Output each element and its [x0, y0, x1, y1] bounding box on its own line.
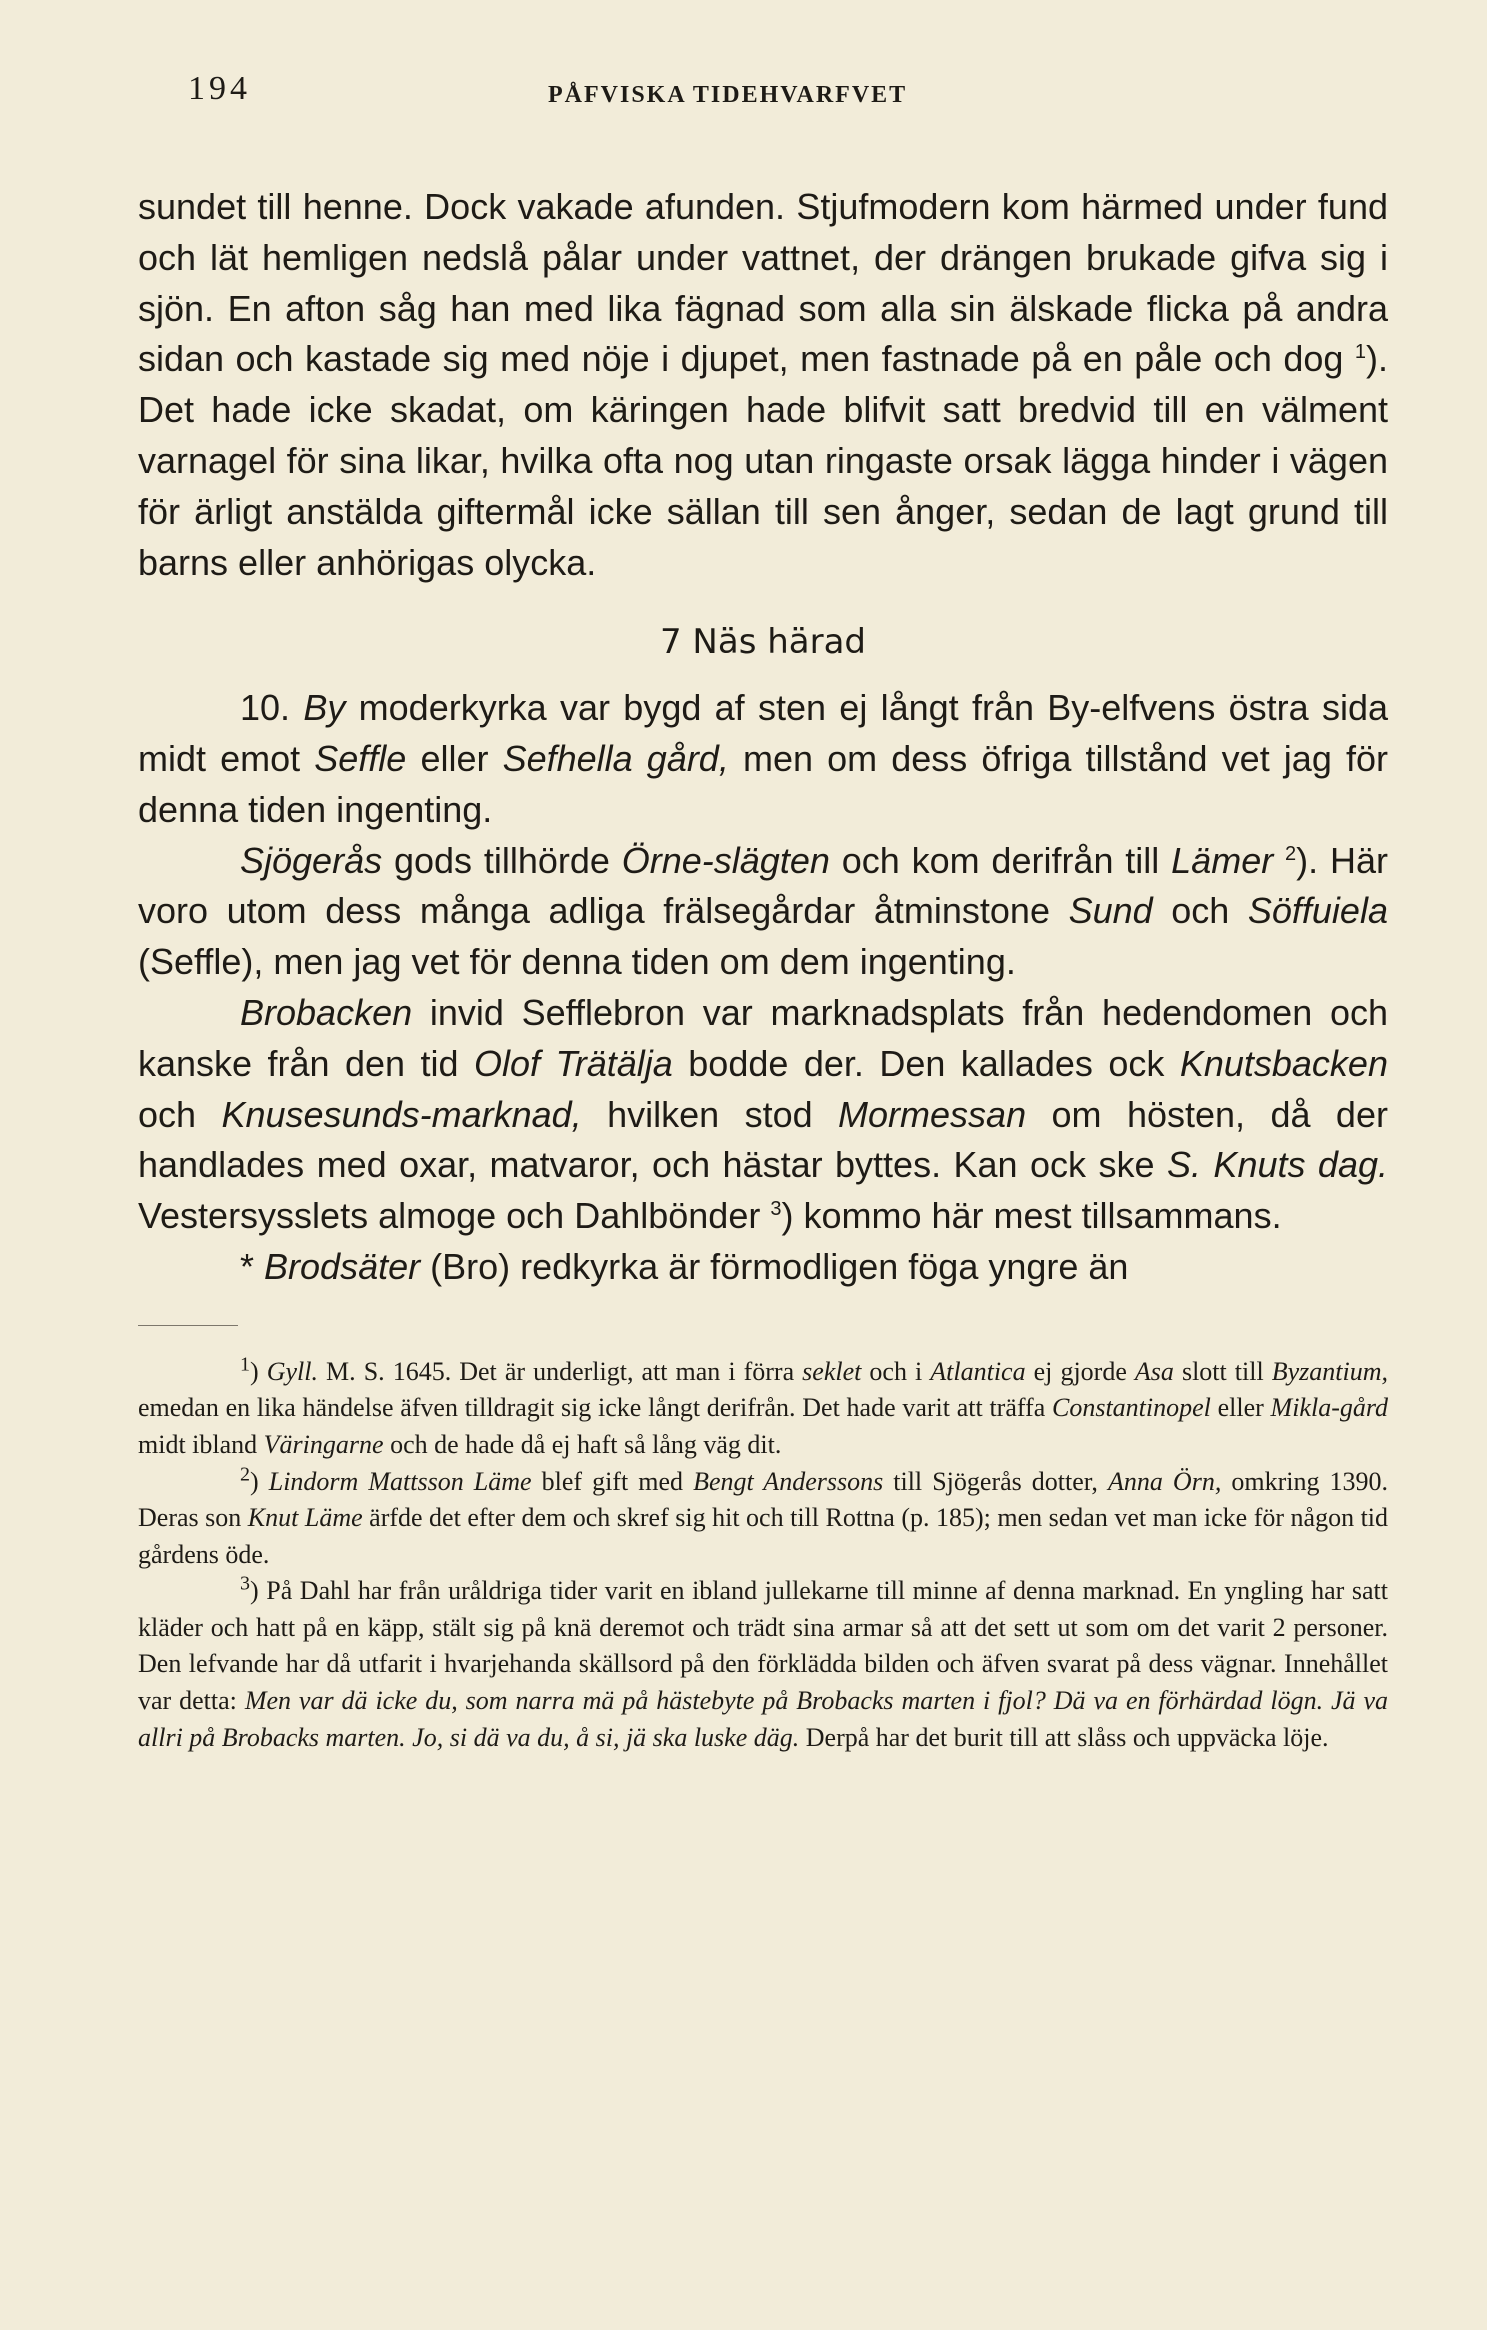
footnote-ref-2[interactable]: 2	[1285, 842, 1297, 865]
italic-span: Brodsäter	[264, 1245, 421, 1287]
asterisk-mark: *	[240, 1245, 255, 1287]
text-span: blef gift med	[541, 1466, 684, 1496]
italic-span: Sefhella gård,	[502, 737, 729, 779]
footnote-1	[138, 1354, 1388, 1464]
text-span: sundet till henne. Dock vakade afunden. Stjufmodern kom härmed under fund och lät hemligen nedslå pålar under vattnet, der drängen brukade gifva sig i sjön. En afton såg han med lika fägnad som alla sin älskade flicka på andra sidan och kastade sig med nöje i djupet, men fastnade på en påle och dog	[138, 186, 1388, 380]
footnote-ref-3[interactable]: 3	[770, 1198, 782, 1221]
italic-span: Sund	[1068, 890, 1153, 932]
text-span: ). Här voro utom dess många adliga frälsegårdar åtminstone	[138, 839, 1388, 932]
text-span: midt ibland	[138, 1429, 258, 1459]
text-span: slott till	[1181, 1356, 1264, 1386]
text-span: M. S. 1645. Det är underligt, att man i förra	[326, 1356, 795, 1386]
italic-span: Byzantium,	[1271, 1356, 1389, 1386]
text-span: hvilken stod	[607, 1093, 813, 1135]
paragraph-2	[138, 683, 1388, 835]
running-head	[138, 70, 1388, 120]
italic-span: Constantinopel	[1051, 1393, 1211, 1423]
text-span: omkring 1390. Deras son	[138, 1466, 1389, 1533]
footnote-number: 1	[240, 1353, 250, 1376]
main-text	[138, 182, 1388, 1293]
text-span: till Sjögerås dotter,	[893, 1466, 1098, 1496]
italic-span: Gyll.	[266, 1356, 318, 1386]
text-span: Vestersysslets almoge och Dahlbönder	[138, 1195, 761, 1237]
italic-span: Bengt Anderssons	[693, 1466, 884, 1496]
italic-span: Brobacken	[240, 991, 413, 1033]
text-span: gods tillhörde	[393, 839, 610, 881]
italic-span: S. Knuts dag.	[1166, 1144, 1388, 1186]
italic-span: Knusesunds-marknad,	[221, 1093, 582, 1135]
text-span: och de hade då ej haft så lång väg dit.	[390, 1429, 782, 1459]
italic-span: Anna Örn,	[1107, 1466, 1222, 1496]
text-span: ). Det hade icke skadat, om käringen hade blifvit satt bredvid till en välment varnagel för sina likar, hvilka ofta nog utan ringaste orsak lägga hinder i vägen för ärligt anstälda giftermål icke sällan till sen ånger, sedan de lagt grund till barns eller anhörigas olycka.	[138, 338, 1388, 583]
text-span: om hösten, då der handlades med oxar, matvaror, och hästar byttes. Kan ock ske	[138, 1093, 1388, 1186]
footnote-divider	[138, 1325, 238, 1326]
italic-span: Seffle	[314, 737, 407, 779]
text-span: )	[250, 1356, 259, 1386]
text-span: (Bro) redkyrka är förmodligen föga yngre än	[430, 1245, 1129, 1287]
footnotes	[138, 1354, 1388, 1757]
text-span: )	[250, 1466, 259, 1496]
text-span: och i	[869, 1356, 923, 1386]
italic-span: Men var dä icke du, som narra mä på hästebyte på Brobacks marten i fjol? Dä va en förhärdad lögn. Jä va allri på Brobacks marten. Jo, si dä va du, å si, jä ska luske däg.	[138, 1686, 1389, 1752]
italic-span: Knut Läme	[247, 1503, 363, 1533]
italic-span: Knutsbacken	[1179, 1042, 1388, 1084]
text-span: ) kommo här mest tillsammans.	[781, 1195, 1282, 1237]
paragraph-3	[138, 836, 1388, 988]
text-span: invid Sefflebron var marknadsplats från hedendomen och kanske från den tid	[138, 991, 1388, 1084]
text-span: och	[138, 1093, 197, 1135]
italic-span: Söffuiela	[1247, 890, 1388, 932]
italic-span: Väringarne	[263, 1429, 384, 1459]
text-span: moderkyrka var bygd af sten ej långt från By-elfvens östra sida midt emot	[138, 687, 1388, 779]
text-span: eller	[1217, 1393, 1264, 1423]
italic-span: Lämer	[1171, 839, 1274, 881]
footnote-number: 3	[240, 1572, 250, 1595]
book-page	[138, 70, 1388, 1756]
text-span: ej gjorde	[1033, 1356, 1127, 1386]
text-span: och	[1171, 890, 1230, 932]
running-title: PÅFVISKA TIDEHVARFVET	[548, 82, 908, 108]
footnote-3	[138, 1573, 1388, 1756]
text-span: Derpå har det burit till att slåss och uppväcka löje.	[805, 1722, 1329, 1752]
italic-span: Mormessan	[838, 1093, 1027, 1135]
section-heading: 7 Näs härad	[659, 622, 866, 663]
italic-span: Atlantica	[930, 1356, 1026, 1386]
text-span: ärfde det efter dem och skref sig hit och till Rottna (p. 185); men sedan vet man icke för någon tid gårdens öde.	[138, 1503, 1389, 1569]
italic-span: Örne-slägten	[621, 839, 830, 881]
page-number: 194	[188, 70, 251, 107]
paragraph-5	[138, 1242, 1388, 1293]
text-span: eller	[420, 737, 489, 779]
text-span: emedan en lika händelse äfven tilldragit sig icke långt derifrån. Det hade varit att träffa	[138, 1393, 1046, 1423]
paragraph-1	[138, 182, 1388, 588]
paragraph-4	[138, 988, 1388, 1242]
footnote-2	[138, 1464, 1388, 1574]
italic-span: Olof Trätälja	[473, 1042, 673, 1084]
footnote-number: 2	[240, 1462, 250, 1485]
italic-span: Sjögerås	[240, 839, 383, 881]
italic-span: seklet	[802, 1356, 862, 1386]
text-span: och kom derifrån till	[841, 839, 1160, 881]
text-span: 10.	[240, 687, 291, 729]
text-span: ) På Dahl har från uråldriga tider varit en ibland jullekarne till minne af denna marknad. En yngling har satt kläder och hatt på en käpp, stält sig på knä deremot och trädt sina armar så att det sett ut som om det varit 2 personer. Den lefvande har då utfarit i hvarjehanda skällsord på den förklädda bilden och äfven svarat på dess vägnar. Innehållet var detta:	[138, 1576, 1388, 1716]
text-span: bodde der. Den kallades ock	[688, 1042, 1165, 1084]
text-span: (Seffle), men jag vet för denna tiden om dem ingenting.	[138, 941, 1016, 983]
italic-span: By	[303, 687, 346, 729]
italic-span: Lindorm Mattsson Läme	[268, 1466, 532, 1496]
italic-span: Mikla-gård	[1270, 1393, 1389, 1423]
footnote-ref-1[interactable]: 1	[1354, 341, 1366, 364]
italic-span: Asa	[1134, 1356, 1174, 1386]
text-span: men om dess öfriga tillstånd vet jag för denna tiden ingenting.	[138, 737, 1388, 830]
